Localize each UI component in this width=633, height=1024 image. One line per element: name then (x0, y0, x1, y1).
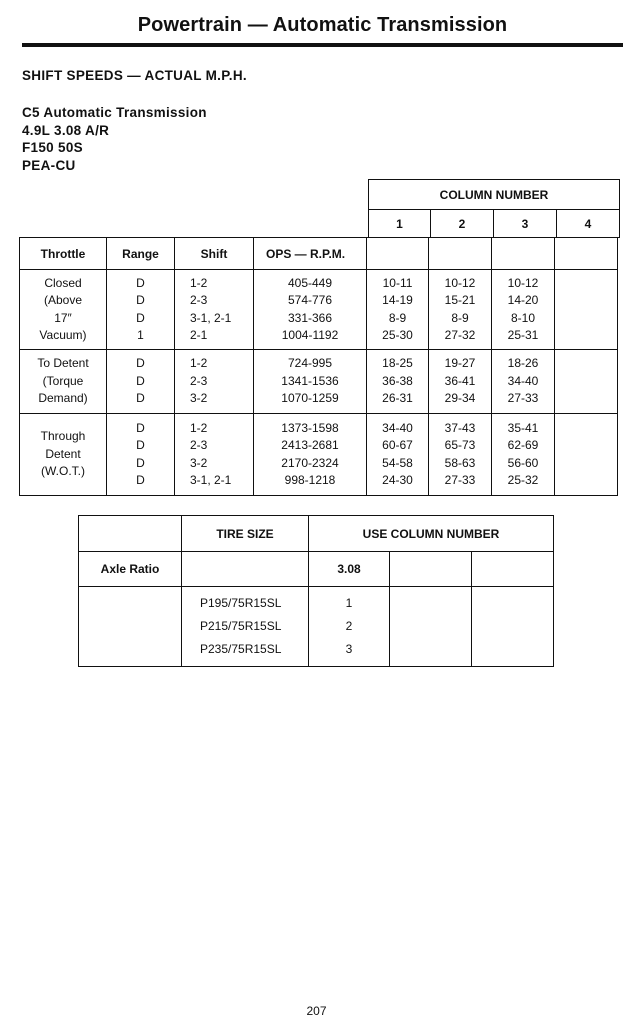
throttle-line: Closed (44, 275, 82, 290)
ops-value: 2413-2681 (281, 438, 339, 452)
shift-value: 1-2 (190, 420, 208, 435)
mph-value: 27-33 (507, 391, 539, 406)
shift-value: 2-3 (190, 373, 208, 388)
tire-size-table (78, 515, 554, 667)
shift-value: 2-1 (190, 328, 208, 342)
mph-value: 10-11 (382, 275, 413, 290)
axle-ratio-value (390, 552, 472, 587)
col3-cell (492, 270, 555, 350)
tire-blank (390, 587, 472, 667)
tire-blank (472, 587, 554, 667)
page-title: Powertrain — Automatic Transmission (137, 14, 508, 36)
mph-value: 25-32 (507, 473, 539, 487)
range-value: D (136, 356, 145, 371)
mph-value: 54-58 (382, 455, 413, 470)
column-number-1: 1 (369, 210, 431, 238)
mph-value: 25-31 (507, 328, 539, 342)
tire-size-label: TIRE SIZE (182, 516, 309, 552)
mph-value: 10-12 (444, 275, 476, 290)
col1-cell (367, 414, 429, 496)
title-rule (22, 43, 623, 47)
vehicle-info-line: F150 50S (22, 140, 83, 155)
column-number-2: 2 (431, 210, 494, 238)
column-number-label: COLUMN NUMBER (369, 180, 620, 210)
throttle-cell (20, 350, 107, 414)
shift-cell (175, 270, 254, 350)
mph-value: 8-10 (510, 310, 536, 325)
range-value: D (136, 455, 145, 470)
table-row (20, 270, 618, 350)
column-number-4: 4 (557, 210, 620, 238)
header-throttle: Throttle (20, 238, 107, 270)
mph-value: 26-31 (382, 391, 413, 406)
vehicle-info (22, 104, 207, 174)
range-value: D (136, 473, 145, 487)
header-range: Range (107, 238, 175, 270)
ops-value: 998-1218 (284, 473, 336, 487)
shift-value: 1-2 (190, 275, 208, 290)
section-title: SHIFT SPEEDS — ACTUAL M.P.H. (22, 68, 247, 83)
col1-cell (367, 350, 429, 414)
range-cell (107, 350, 175, 414)
tire-table-corner (79, 516, 182, 552)
throttle-line: Vacuum) (39, 328, 87, 342)
mph-value: 35-41 (507, 420, 539, 435)
shift-value: 3-2 (190, 391, 208, 406)
mph-value: 14-19 (382, 293, 413, 307)
throttle-line: (Torque (42, 373, 84, 388)
column-number-3: 3 (494, 210, 557, 238)
throttle-line: Demand) (38, 391, 88, 406)
table-header-row (20, 238, 618, 270)
ops-value: 1004-1192 (281, 328, 339, 342)
ops-value: 1341-1536 (281, 373, 339, 388)
mph-value: 19-27 (444, 356, 476, 371)
throttle-line: Through (40, 429, 86, 444)
range-cell (107, 270, 175, 350)
col2-cell (429, 414, 492, 496)
range-value: D (136, 275, 145, 290)
ops-value: 2170-2324 (281, 455, 339, 470)
axle-ratio-value: 3.08 (309, 552, 390, 587)
ops-value: 405-449 (287, 275, 333, 290)
col4-cell (555, 414, 618, 496)
col4-cell (555, 350, 618, 414)
mph-value: 18-26 (507, 356, 539, 371)
mph-value: 34-40 (382, 420, 413, 435)
mph-value: 65-73 (444, 438, 476, 452)
column-number: 2 (345, 619, 353, 633)
tire-size: P215/75R15SL (200, 619, 282, 633)
ops-value: 574-776 (287, 293, 333, 307)
header-col-2 (429, 238, 492, 270)
tire-size: P235/75R15SL (200, 642, 282, 656)
throttle-line: 17″ (54, 310, 72, 325)
column-number: 3 (345, 642, 353, 656)
ops-cell (254, 350, 367, 414)
tire-size: P195/75R15SL (200, 596, 282, 610)
shift-speeds-table (19, 237, 618, 496)
shift-value: 2-3 (190, 293, 208, 307)
tire-list (182, 587, 309, 667)
throttle-line: Detent (45, 446, 81, 461)
ops-value: 1070-1259 (281, 391, 339, 406)
ops-value: 331-366 (287, 310, 333, 325)
shift-value: 3-2 (190, 455, 208, 470)
range-value: D (136, 310, 145, 325)
ops-cell (254, 270, 367, 350)
ops-value: 1373-1598 (281, 420, 339, 435)
column-number-header (368, 179, 620, 238)
vehicle-info-line: C5 Automatic Transmission (22, 105, 207, 120)
range-value: D (136, 293, 145, 307)
range-value: D (136, 373, 145, 388)
mph-value: 24-30 (382, 473, 413, 487)
mph-value: 56-60 (507, 455, 539, 470)
throttle-cell (20, 270, 107, 350)
mph-value: 18-25 (382, 356, 413, 371)
axle-ratio-blank (182, 552, 309, 587)
mph-value: 37-43 (444, 420, 476, 435)
ops-value: 724-995 (287, 356, 333, 371)
shift-value: 3-1, 2-1 (190, 310, 232, 325)
vehicle-info-line: PEA-CU (22, 157, 76, 173)
header-col-3 (492, 238, 555, 270)
vehicle-info-line: 4.9L 3.08 A/R (22, 122, 110, 138)
mph-value: 14-20 (507, 293, 539, 307)
col3-cell (492, 414, 555, 496)
range-value: D (136, 391, 145, 406)
column-number-list (309, 587, 390, 667)
mph-value: 15-21 (444, 293, 476, 307)
col3-cell (492, 350, 555, 414)
shift-value: 2-3 (190, 438, 208, 452)
table-row (20, 414, 618, 496)
range-cell (107, 414, 175, 496)
col1-cell (367, 270, 429, 350)
mph-value: 29-34 (444, 391, 476, 406)
axle-ratio-value (472, 552, 554, 587)
col2-cell (429, 270, 492, 350)
ops-cell (254, 414, 367, 496)
mph-value: 60-67 (382, 438, 413, 452)
mph-value: 27-33 (444, 473, 476, 487)
mph-value: 62-69 (507, 438, 539, 452)
range-value: D (136, 420, 145, 435)
shift-cell (175, 414, 254, 496)
col4-cell (555, 270, 618, 350)
column-number: 1 (345, 596, 353, 610)
throttle-line: To Detent (37, 356, 89, 371)
mph-value: 36-38 (382, 373, 413, 388)
page-number: 207 (306, 1004, 327, 1018)
range-value: 1 (137, 328, 144, 342)
use-column-label: USE COLUMN NUMBER (309, 516, 554, 552)
throttle-line: (W.O.T.) (41, 464, 85, 479)
axle-ratio-label: Axle Ratio (79, 552, 182, 587)
mph-value: 8-9 (388, 310, 407, 325)
shift-value: 3-1, 2-1 (190, 473, 232, 487)
header-col-1 (367, 238, 429, 270)
mph-value: 25-30 (382, 328, 413, 342)
mph-value: 10-12 (507, 275, 539, 290)
throttle-cell (20, 414, 107, 496)
shift-cell (175, 350, 254, 414)
tire-blank (79, 587, 182, 667)
header-ops: OPS — R.P.M. (254, 238, 367, 270)
mph-value: 36-41 (444, 373, 476, 388)
table-row (20, 350, 618, 414)
mph-value: 34-40 (507, 373, 539, 388)
range-value: D (136, 438, 145, 452)
shift-value: 1-2 (190, 356, 208, 371)
mph-value: 8-9 (451, 310, 469, 325)
mph-value: 58-63 (444, 455, 476, 470)
throttle-line: (Above (43, 293, 83, 307)
header-col-4 (555, 238, 618, 270)
col2-cell (429, 350, 492, 414)
mph-value: 27-32 (444, 328, 476, 342)
header-shift: Shift (175, 238, 254, 270)
